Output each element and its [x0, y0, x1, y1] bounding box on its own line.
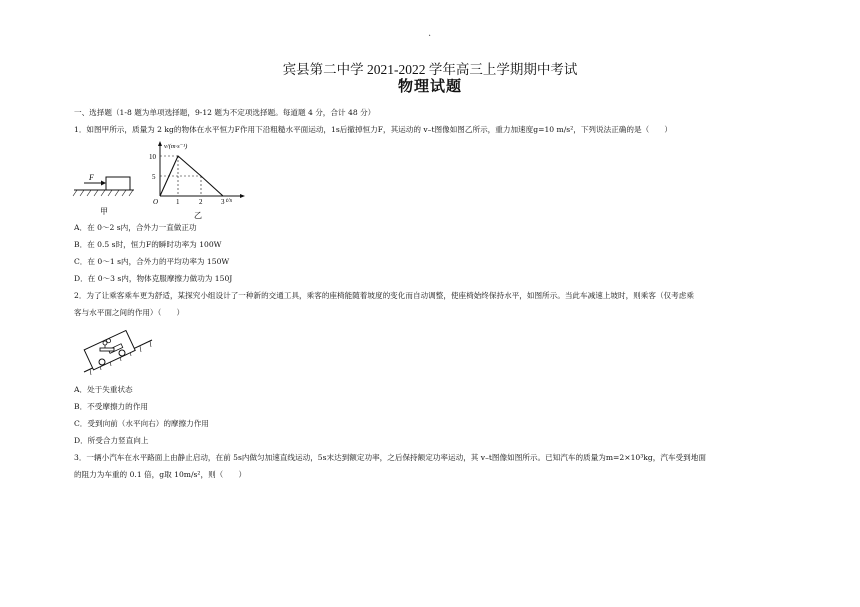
question-2-stem-line1: 2．为了让乘客乘车更为舒适，某探究小组设计了一种新的交通工具，乘客的座椅能随着坡度的变化而自动调整，使座椅始终保持水平，如图所示。当此车减速上坡时，则乘客（仅考虑乘	[74, 291, 694, 300]
question-1-stem: 1．如图甲所示，质量为 2 kg的物体在水平恒力F作用下沿粗糙水平面运动，1s后撤掉恒力F，其运动的 v–t图像如图乙所示，重力加速度g=10 m/s²，下列说法正确的是（ ）	[74, 125, 672, 134]
x-tick-3: 3	[221, 198, 225, 206]
exam-title: 宾县第二中学 2021-2022 学年高三上学期期中考试	[282, 62, 578, 77]
q2-option-b: B．不受摩擦力的作用	[74, 402, 148, 411]
figure-label-yi: 乙	[194, 211, 202, 220]
figure-label-jia: 甲	[100, 207, 108, 216]
wheel-front	[119, 350, 125, 356]
q2-option-d: D．所受合力竖直向上	[74, 436, 149, 445]
q1-option-a: A．在 0～2 s内，合外力一直做正功	[74, 223, 197, 232]
q1-option-b: B．在 0.5 s时，恒力F的瞬时功率为 100W	[74, 240, 222, 249]
subject-title: 物理试题	[397, 77, 462, 95]
block	[106, 177, 130, 190]
level-seat	[100, 348, 114, 351]
q1-option-c: C．在 0～1 s内，合外力的平均功率为 150W	[74, 257, 230, 266]
question-3-stem-line2: 的阻力为车重的 0.1 倍，g取 10m/s²，则（ ）	[74, 470, 247, 479]
section-heading: 一、选择题（1-8 题为单项选择题，9-12 题为不定项选择题。每道题 4 分，合计 48 分）	[74, 108, 376, 117]
header-dot: .	[428, 28, 432, 39]
wheel-rear	[99, 359, 105, 365]
q1-option-d: D．在 0～3 s内，物体克服摩擦力做功为 150J	[74, 274, 233, 283]
force-label: F	[89, 173, 94, 182]
q2-option-c: C．受到向前（水平向右）的摩擦力作用	[74, 419, 209, 428]
y-tick-5: 5	[152, 173, 156, 181]
question-3-stem-line1: 3．一辆小汽车在水平路面上由静止启动，在前 5s内做匀加速直线运动，5s末达到额定功率，之后保持额定功率运动，其 v–t图像如图所示。已知汽车的质量为m=2×10³kg，汽车受到地面	[74, 453, 706, 462]
origin-label: O	[153, 198, 159, 206]
x-tick-2: 2	[199, 198, 203, 206]
q2-option-a: A．处于失重状态	[74, 385, 133, 394]
figure-yi-vt-graph	[142, 140, 252, 222]
x-tick-1: 1	[176, 198, 180, 206]
y-axis-label: v/(m·s⁻¹)	[164, 143, 188, 150]
x-axis-label: t/s	[226, 197, 233, 204]
question-2-stem-line2: 客与水平面之间的作用）（ ）	[74, 308, 185, 317]
y-tick-10: 10	[149, 153, 156, 161]
figure-jia	[72, 168, 136, 220]
figure-car-on-slope	[72, 326, 156, 376]
